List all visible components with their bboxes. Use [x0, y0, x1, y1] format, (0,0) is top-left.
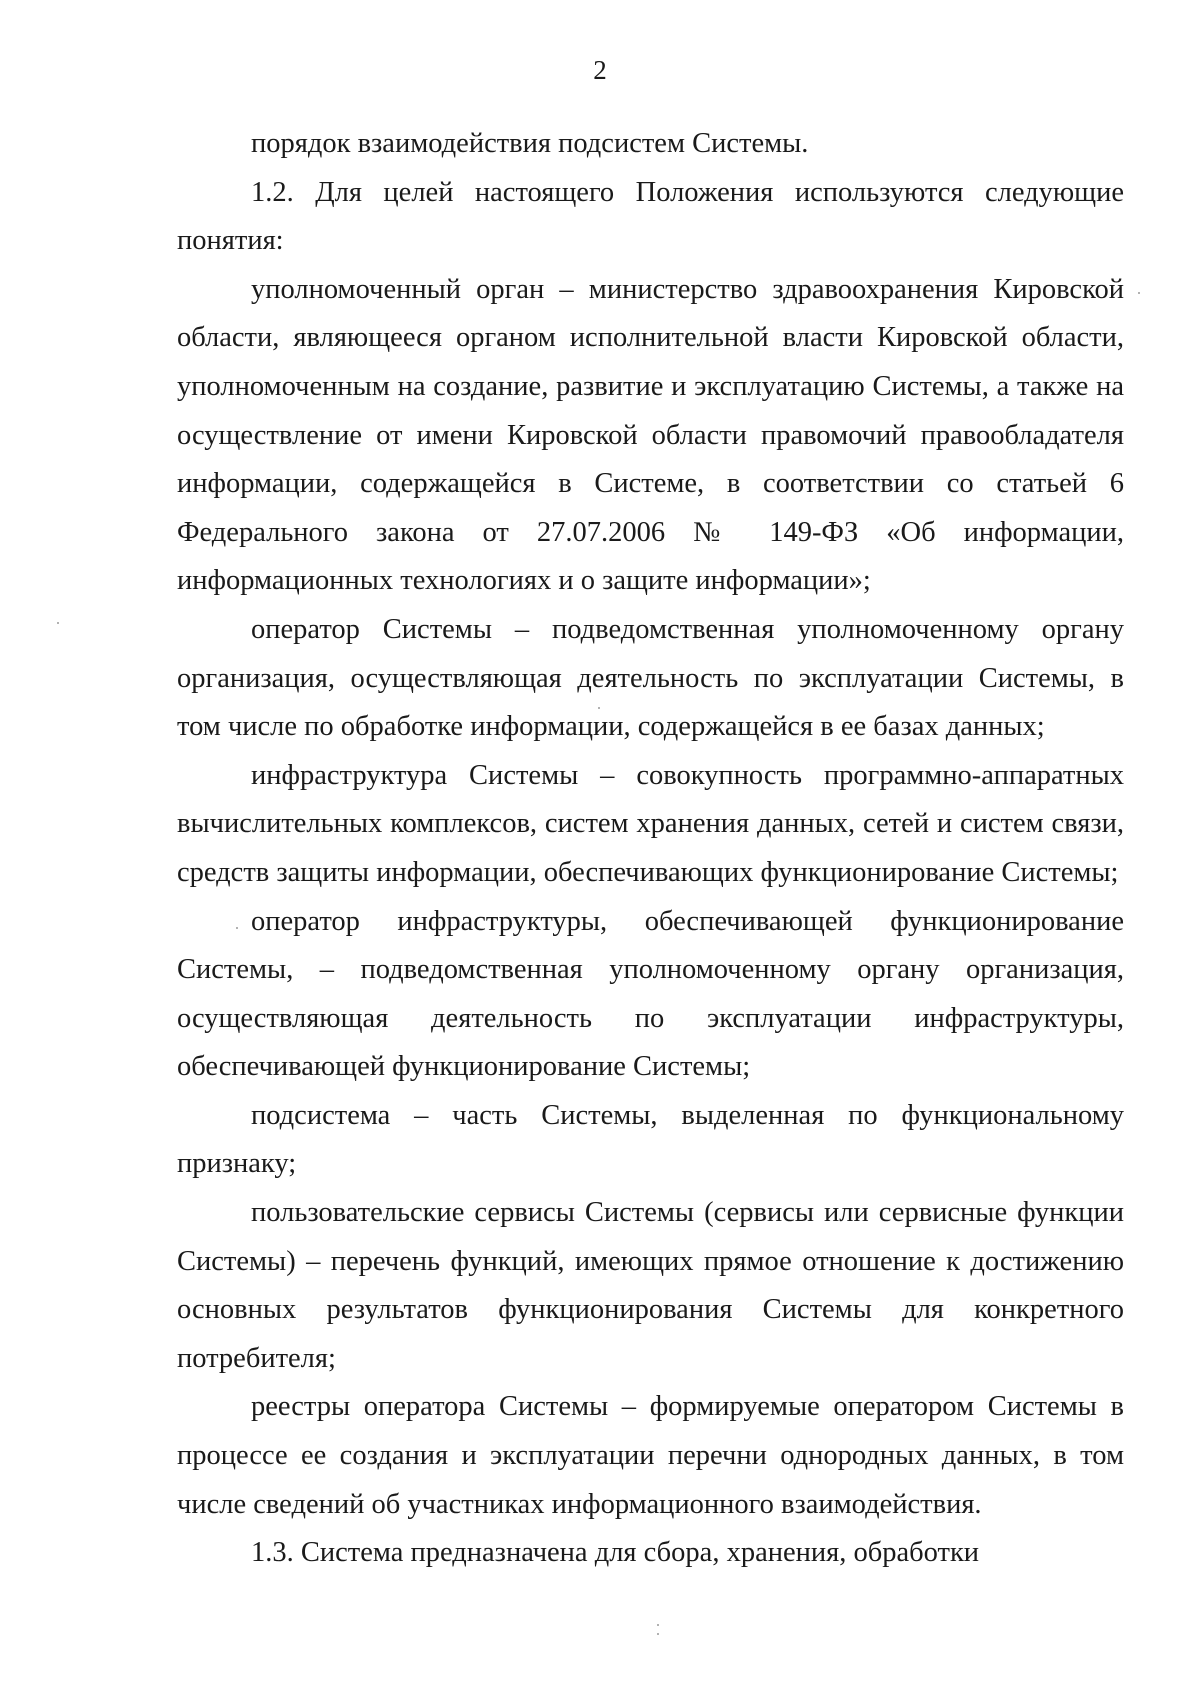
paragraph-section-1-2: 1.2. Для целей настоящего Положения используются следующие понятия: [177, 176, 1124, 257]
scan-speck [598, 707, 600, 709]
scan-speck [657, 1624, 659, 1626]
scan-speck [236, 927, 238, 929]
scan-speck [657, 1633, 659, 1635]
paragraph-definition-infrastructure-operator: оператор инфраструктуры, обеспечивающей функционирование Системы, – подведомственная уполномоченному органу организация, осуществляющая деятельность по эксплуатации инфраструктуры, обеспечивающей функционирование Системы; [177, 905, 1124, 1083]
document-body [177, 120, 1124, 1578]
paragraph-definition-operator-registries: реестры оператора Системы – формируемые оператором Системы в процессе ее создания и эксплуатации перечни однородных данных, в том числе сведений об участниках информационного взаимодействия. [177, 1391, 1124, 1520]
paragraph-definition-system-infrastructure: инфраструктура Системы – совокупность программно-аппаратных вычислительных комплексов, систем хранения данных, сетей и систем связи, средств защиты информации, обеспечивающих функционирование Системы; [177, 759, 1124, 888]
paragraph-definition-authorized-body: уполномоченный орган – министерство здравоохранения Кировской области, являющееся органом исполнительной власти Кировской области, уполномоченным на создание, развитие и эксплуатацию Системы, а также на осуществление от имени Кировской области правомочий правообладателя информации, содержащейся в Системе, в соответствии со статьей 6 Федерального закона от 27.07.2006 № 149-ФЗ «Об информации, информационных технологиях и о защите информации»; [177, 273, 1124, 597]
paragraph-definition-user-services: пользовательские сервисы Системы (сервисы или сервисные функции Системы) – перечень функций, имеющих прямое отношение к достижению основных результатов функционирования Системы для конкретного потребителя; [177, 1197, 1124, 1374]
paragraph-definition-system-operator: оператор Системы – подведомственная уполномоченному органу организация, осуществляющая деятельность по эксплуатации Системы, в том числе по обработке информации, содержащейся в ее базах данных; [177, 613, 1124, 743]
page-number: 2 [593, 55, 607, 85]
scan-speck [1138, 292, 1140, 294]
paragraph-continuation: порядок взаимодействия подсистем Системы. [251, 128, 809, 159]
paragraph-section-1-3: 1.3. Система предназначена для сбора, хранения, обработки [251, 1537, 980, 1569]
paragraph-definition-subsystem: подсистема – часть Системы, выделенная по функциональному признаку; [177, 1099, 1124, 1180]
scan-speck [57, 622, 59, 624]
